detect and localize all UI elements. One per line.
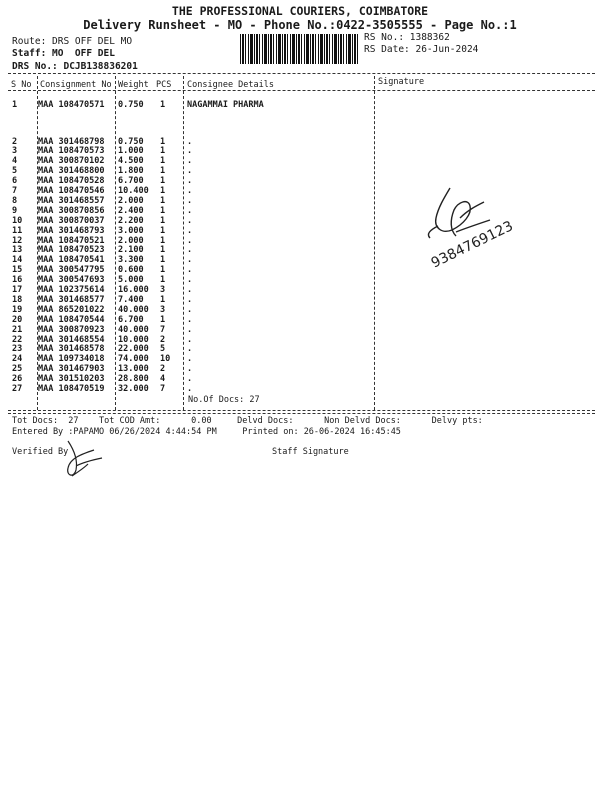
- row-sno: 11: [12, 225, 23, 236]
- rs-date: RS Date: 26-Jun-2024: [364, 44, 479, 55]
- row-consignment: MAA 109734018: [38, 354, 105, 365]
- row-weight: 0.600: [118, 265, 144, 276]
- row-details: .: [187, 215, 193, 226]
- row-consignment: MAA 865201022: [38, 304, 105, 315]
- row-details: .: [187, 294, 193, 305]
- row-pcs: 1: [160, 136, 166, 147]
- row-details: .: [187, 205, 193, 216]
- row-consignment: MAA 300870102: [38, 156, 105, 167]
- row-pcs: 1: [160, 176, 166, 187]
- row-weight: 22.000: [118, 344, 149, 355]
- row-consignment: MAA 300547795: [38, 265, 105, 276]
- row-consignment: MAA 301468577: [38, 294, 105, 305]
- row-weight: 6.700: [118, 176, 144, 187]
- footer-rule: [8, 413, 595, 414]
- col-header-weight: Weight: [118, 80, 149, 90]
- row-sno: 19: [12, 304, 23, 315]
- row-sno: 2: [12, 136, 18, 147]
- row-sno: 13: [12, 245, 23, 256]
- row-consignment: MAA 108470523: [38, 245, 105, 256]
- row-weight: 5.000: [118, 275, 144, 286]
- row-details: .: [187, 176, 193, 187]
- row-details: .: [187, 314, 193, 325]
- row-consignment: MAA 108470541: [38, 255, 105, 266]
- row-details: .: [187, 225, 193, 236]
- staff-label: Staff: MO OFF DEL: [12, 48, 115, 59]
- row-weight: 40.000: [118, 304, 149, 315]
- row-weight: 2.100: [118, 245, 144, 256]
- row-consignment: MAA 301467903: [38, 364, 105, 375]
- row-consignment: MAA 108470544: [38, 314, 105, 325]
- row-pcs: 3: [160, 285, 166, 295]
- row-consignment: MAA 301468557: [38, 195, 105, 206]
- row-sno: 21: [12, 324, 23, 335]
- row-consignment: MAA 301468800: [38, 166, 105, 177]
- row-weight: 74.000: [118, 354, 149, 365]
- row-pcs: 5: [160, 344, 166, 355]
- row-pcs: 2: [160, 364, 166, 375]
- row-weight: 28.800: [118, 374, 149, 385]
- row-weight: 13.000: [118, 364, 149, 375]
- row-sno: 25: [12, 364, 23, 375]
- row-pcs: 1: [160, 314, 166, 325]
- row-sno: 6: [12, 176, 18, 187]
- row-pcs: 1: [160, 195, 166, 206]
- row-pcs: 3: [160, 304, 166, 315]
- row-consignment: MAA 300870037: [38, 215, 105, 226]
- row-details: .: [187, 136, 193, 147]
- row-details: .: [187, 265, 193, 276]
- row-sno: 9: [12, 205, 18, 216]
- row-sno: 12: [12, 235, 23, 246]
- row-sno: 1: [12, 100, 18, 110]
- rs-number: RS No.: 1388362: [364, 32, 450, 43]
- table-bottom-rule: [8, 410, 595, 411]
- row-sno: 24: [12, 354, 23, 365]
- row-pcs: 1: [160, 255, 166, 266]
- row-pcs: 1: [160, 146, 166, 157]
- row-pcs: 1: [160, 186, 166, 196]
- barcode: [240, 34, 358, 64]
- row-details: .: [187, 374, 193, 385]
- row-details: .: [187, 275, 193, 286]
- row-details: .: [187, 384, 193, 394]
- row-details: .: [187, 186, 193, 196]
- row-details: .: [187, 304, 193, 315]
- row-details: .: [187, 166, 193, 177]
- row-pcs: 1: [160, 156, 166, 167]
- row-sno: 14: [12, 255, 23, 266]
- row-consignment: MAA 108470528: [38, 176, 105, 187]
- header-bottom-rule: [8, 90, 595, 91]
- row-weight: 1.000: [118, 146, 144, 157]
- row-pcs: 1: [160, 265, 166, 276]
- row-details: .: [187, 156, 193, 167]
- row-details: .: [187, 324, 193, 335]
- row-consignment: MAA 301510203: [38, 374, 105, 385]
- verifier-signature: [58, 436, 108, 481]
- row-pcs: 2: [160, 334, 166, 345]
- row-weight: 2.000: [118, 235, 144, 246]
- row-details: .: [187, 235, 193, 246]
- row-consignment: MAA 300870856: [38, 205, 105, 216]
- row-pcs: 1: [160, 205, 166, 216]
- row-pcs: 1: [160, 100, 166, 110]
- row-weight: 6.700: [118, 314, 144, 325]
- row-consignment: MAA 301468798: [38, 136, 105, 147]
- col-divider: [115, 76, 116, 410]
- row-weight: 2.200: [118, 215, 144, 226]
- row-sno: 26: [12, 374, 23, 385]
- row-details: NAGAMMAI PHARMA: [187, 100, 264, 110]
- row-pcs: 4: [160, 374, 166, 385]
- row-consignment: MAA 108470546: [38, 186, 105, 196]
- row-pcs: 1: [160, 275, 166, 286]
- drs-number: DRS No.: DCJB138836201: [12, 61, 138, 72]
- company-title: THE PROFESSIONAL COURIERS, COIMBATORE: [171, 4, 429, 18]
- row-sno: 23: [12, 344, 23, 355]
- row-sno: 27: [12, 384, 23, 394]
- row-weight: 0.750: [118, 136, 144, 147]
- row-sno: 20: [12, 314, 23, 325]
- row-sno: 16: [12, 275, 23, 286]
- row-details: .: [187, 146, 193, 157]
- row-pcs: 1: [160, 166, 166, 177]
- col-header-sno: S No: [11, 80, 32, 90]
- row-details: .: [187, 195, 193, 206]
- runsheet-subtitle: Delivery Runsheet - MO - Phone No.:0422-3505555 - Page No.:1: [83, 18, 517, 32]
- col-header-pcs: PCS: [156, 80, 172, 90]
- row-weight: 0.750: [118, 100, 144, 110]
- row-pcs: 1: [160, 225, 166, 236]
- row-consignment: MAA 301468554: [38, 334, 105, 345]
- row-details: .: [187, 354, 193, 365]
- handwritten-phone: 9384769123: [428, 218, 516, 272]
- col-divider: [374, 76, 375, 410]
- row-sno: 5: [12, 166, 18, 177]
- col-header-signature: Signature: [378, 77, 425, 87]
- row-pcs: 1: [160, 215, 166, 226]
- row-sno: 18: [12, 294, 23, 305]
- row-details: .: [187, 334, 193, 345]
- row-weight: 10.000: [118, 334, 149, 345]
- row-consignment: MAA 108470519: [38, 384, 105, 394]
- row-weight: 4.500: [118, 156, 144, 167]
- row-weight: 16.000: [118, 285, 149, 295]
- row-details: .: [187, 245, 193, 256]
- row-pcs: 1: [160, 245, 166, 256]
- row-consignment: MAA 108470571: [38, 100, 105, 110]
- receiver-signature: [420, 180, 550, 280]
- row-details: .: [187, 364, 193, 375]
- row-consignment: MAA 300870923: [38, 324, 105, 335]
- row-sno: 17: [12, 285, 23, 295]
- row-pcs: 1: [160, 294, 166, 305]
- row-details: .: [187, 285, 193, 295]
- row-consignment: MAA 102375614: [38, 285, 105, 295]
- row-sno: 7: [12, 186, 18, 196]
- row-details: .: [187, 255, 193, 266]
- row-sno: 15: [12, 265, 23, 276]
- row-consignment: MAA 301468578: [38, 344, 105, 355]
- row-consignment: MAA 108470521: [38, 235, 105, 246]
- row-sno: 8: [12, 195, 18, 206]
- row-weight: 40.000: [118, 324, 149, 335]
- no-of-docs: No.Of Docs: 27: [188, 395, 260, 405]
- row-weight: 3.000: [118, 225, 144, 236]
- row-weight: 3.300: [118, 255, 144, 266]
- row-sno: 10: [12, 215, 23, 226]
- row-pcs: 10: [160, 354, 171, 365]
- row-weight: 32.000: [118, 384, 149, 394]
- row-consignment: MAA 301468793: [38, 225, 105, 236]
- row-pcs: 7: [160, 324, 166, 335]
- row-weight: 2.000: [118, 195, 144, 206]
- row-sno: 3: [12, 146, 18, 157]
- row-sno: 4: [12, 156, 18, 167]
- row-weight: 10.400: [118, 186, 149, 196]
- row-details: .: [187, 344, 193, 355]
- row-weight: 2.400: [118, 205, 144, 216]
- row-pcs: 7: [160, 384, 166, 394]
- row-pcs: 1: [160, 235, 166, 246]
- row-consignment: MAA 300547693: [38, 275, 105, 286]
- table-top-rule: [8, 73, 595, 74]
- verified-by-label: Verified By: [12, 447, 69, 457]
- col-header-details: Consignee Details: [187, 80, 274, 90]
- route-label: Route: DRS OFF DEL MO: [12, 36, 133, 47]
- entered-by-line: Entered By :PAPAMO 06/26/2024 4:44:54 PM Printed on: 26-06-2024 16:45:45: [12, 427, 401, 437]
- row-sno: 22: [12, 334, 23, 345]
- col-header-consignment: Consignment No: [40, 80, 112, 90]
- staff-signature-label: Staff Signature: [272, 447, 349, 457]
- row-consignment: MAA 108470573: [38, 146, 105, 157]
- row-weight: 7.400: [118, 294, 144, 305]
- totals-line: Tot Docs: 27 Tot COD Amt: 0.00 Delvd Docs: Non Delvd Docs: Delvy pts:: [12, 416, 483, 426]
- col-divider: [183, 76, 184, 410]
- row-weight: 1.800: [118, 166, 144, 177]
